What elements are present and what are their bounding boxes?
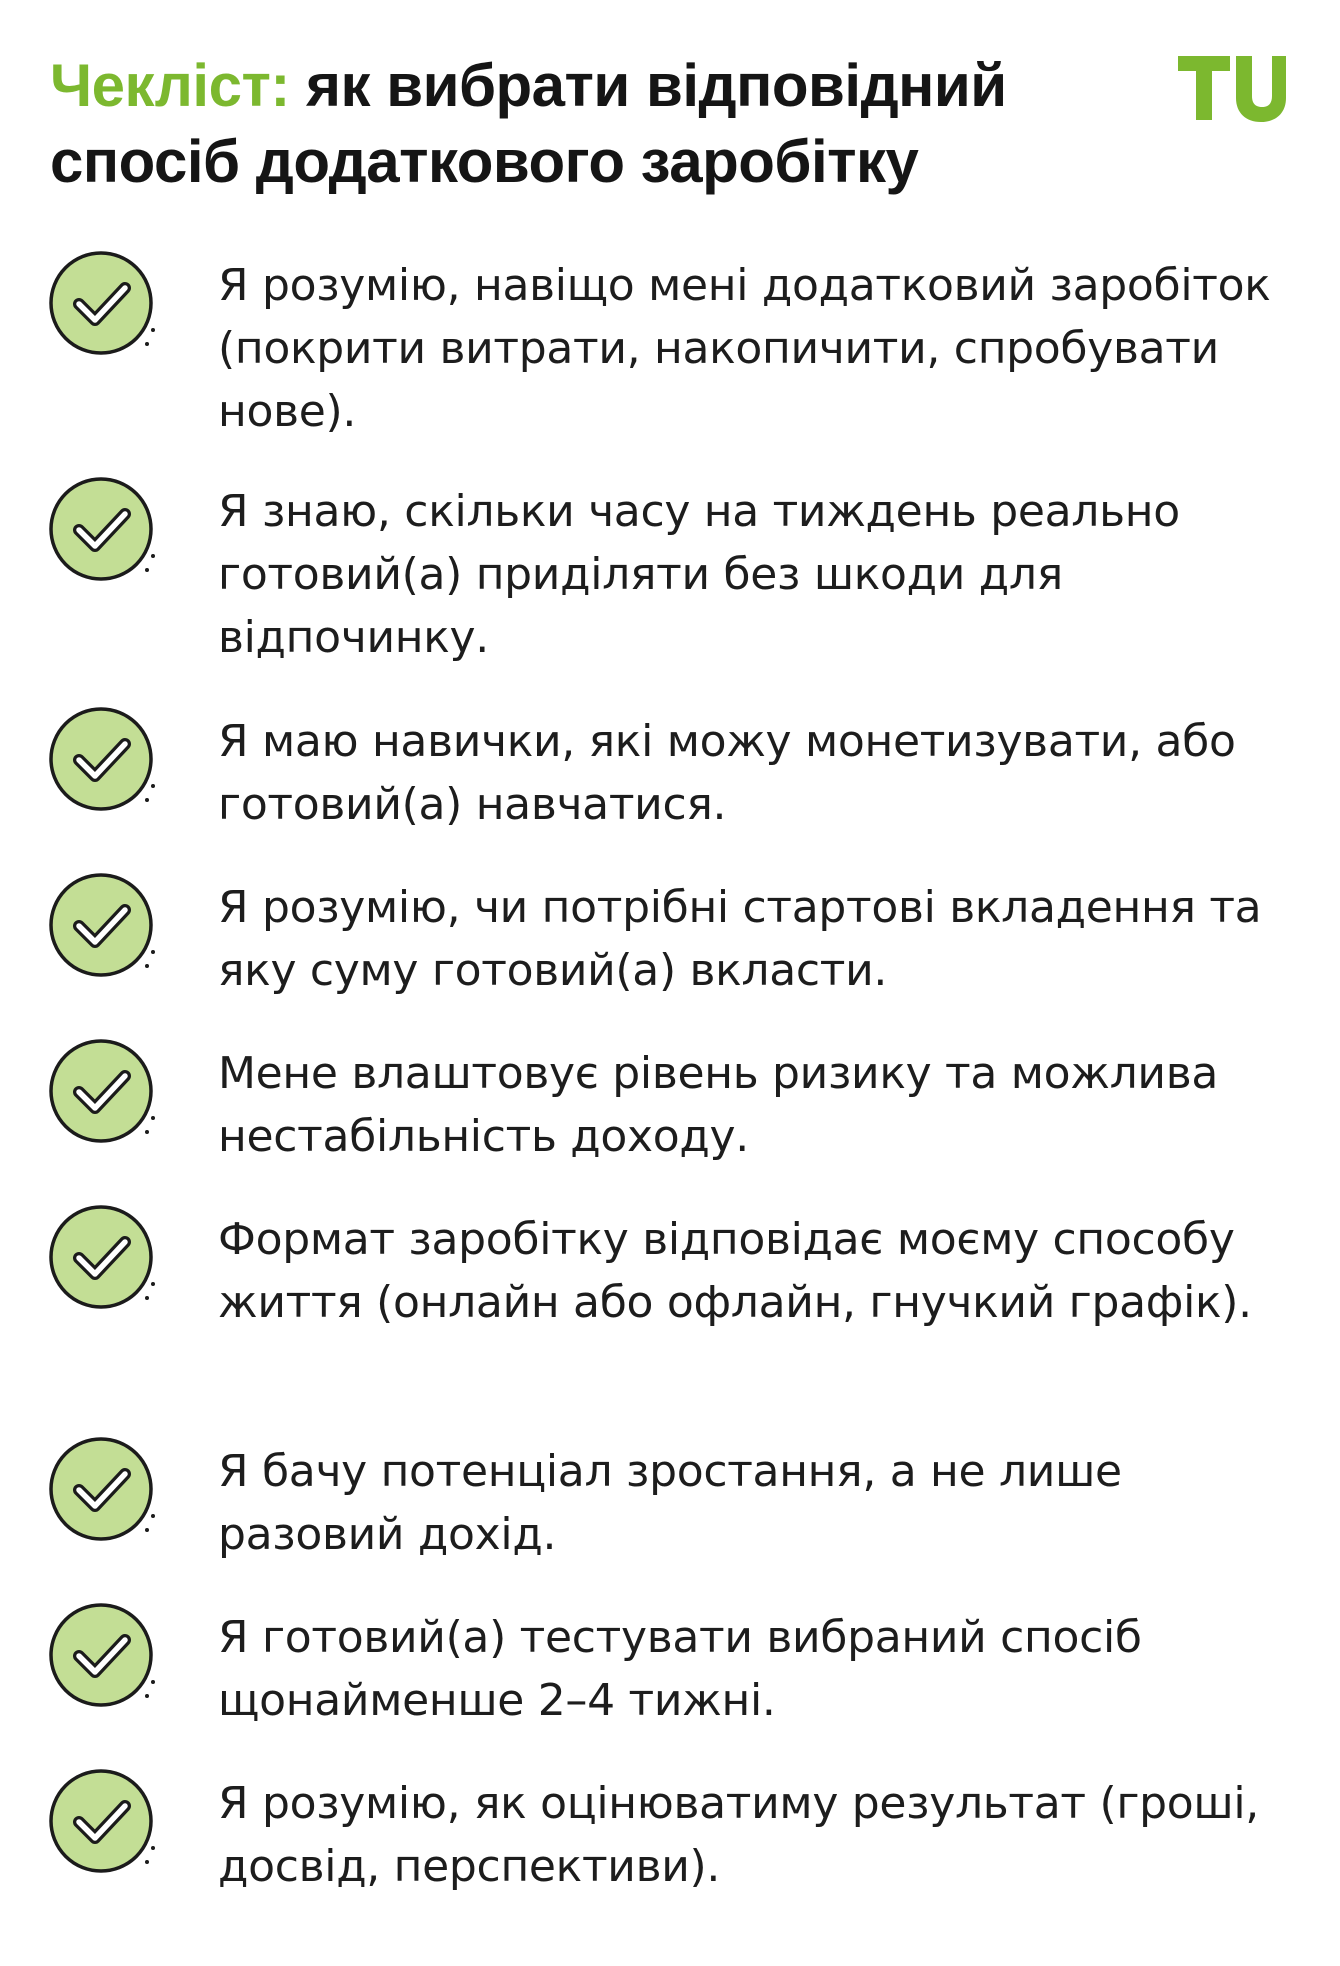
checklist-item-text: Я знаю, скільки часу на тиждень реально готовий(а) приділяти без шкоди для відпочинку. xyxy=(218,486,1180,663)
checklist-item-text: Формат заробітку відповідає моєму способу життя (онлайн або офлайн, гнучкий графік). xyxy=(218,1214,1252,1328)
checkmark-circle-icon xyxy=(48,706,160,818)
header xyxy=(50,48,1180,200)
checkmark-circle-icon xyxy=(48,476,160,588)
checkmark-circle-icon xyxy=(48,1768,160,1880)
title-accent: Чекліст: xyxy=(50,52,290,119)
page-title xyxy=(50,48,1180,200)
checkmark-circle-icon xyxy=(48,1038,160,1150)
checklist-item-text: Я готовий(а) тестувати вибраний спосіб щонайменше 2–4 тижні. xyxy=(218,1612,1142,1726)
checkmark-circle-icon xyxy=(48,250,160,362)
tu-logo-icon xyxy=(1176,52,1288,124)
checkmark-circle-icon xyxy=(48,1436,160,1548)
checkmark-circle-icon xyxy=(48,1602,160,1714)
checklist-item-text: Я розумію, як оцінюватиму результат (гроші, досвід, перспективи). xyxy=(218,1778,1259,1892)
checkmark-circle-icon xyxy=(48,1204,160,1316)
checklist-item-text: Я розумію, навіщо мені додатковий заробіток (покрити витрати, накопичити, спробувати нове). xyxy=(218,260,1271,437)
checkmark-circle-icon xyxy=(48,872,160,984)
checklist-item-text: Мене влаштовує рівень ризику та можлива нестабільність доходу. xyxy=(218,1048,1218,1162)
title-rest: як вибрати відповідний спосіб додаткового заробітку xyxy=(50,52,1007,195)
checklist-item-text: Я розумію, чи потрібні стартові вкладення та яку суму готовий(а) вкласти. xyxy=(218,882,1262,996)
checklist-item-text: Я бачу потенціал зростання, а не лише разовий дохід. xyxy=(218,1446,1122,1560)
checklist-item-text: Я маю навички, які можу монетизувати, або готовий(а) навчатися. xyxy=(218,716,1236,830)
